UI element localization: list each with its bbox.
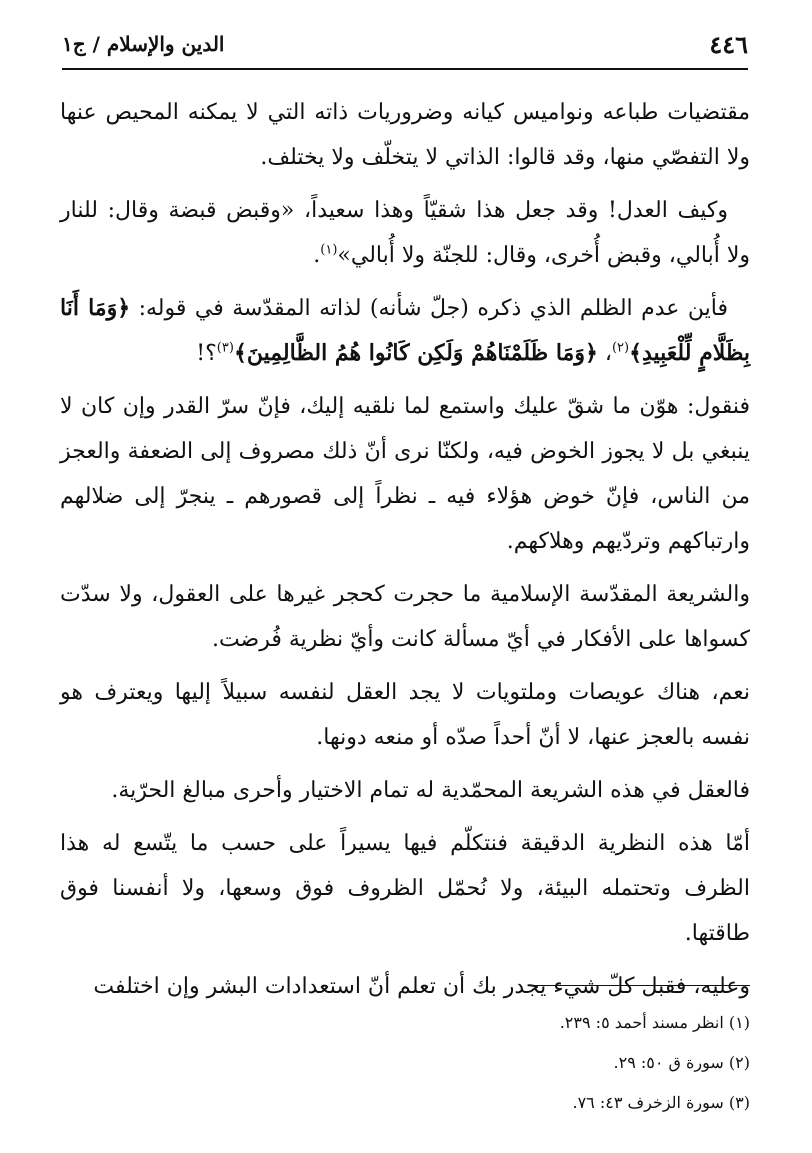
paragraph: نعم، هناك عويصات وملتويات لا يجد العقل لنفسه سبيلاً إليها ويعترف هو نفسه بالعجز عنها، لا أنّ أحداً صدّه أو منعه دونها. bbox=[60, 680, 750, 750]
footnote-reference: (٢) bbox=[611, 340, 630, 356]
paragraph-text: وكيف العدل! وقد جعل هذا شقيّاً وهذا سعيداً، «وقبض قبضة وقال: للنار ولا أُبالي، وقبض أُخرى، وقال: للجنّة ولا أُبالي» bbox=[60, 198, 750, 268]
footnote: (٢) سورة ق ٥٠: ٢٩. bbox=[613, 1053, 750, 1072]
punctuation: ، bbox=[604, 341, 612, 366]
paragraph: مقتضيات طباعه ونواميس كيانه وضروريات ذاته التي لا يمكنه المحيص عنها ولا التفصّي منها، وقد قالوا: الذاتي لا يتخلّف ولا يختلف. bbox=[60, 100, 750, 170]
paragraph: فنقول: هوّن ما شقّ عليك واستمع لما نلقيه إليك، فإنّ سرّ القدر وإن كان لا ينبغي بل لا يجوز الخوض فيه، ولكنّا نرى أنّ ذلك مصروف إلى الضعفة والعجز من الناس، فإنّ خوض هؤلاء فيه ـ نظراً إلى قصورهم ـ ينجرّ إلى ضلالهم وارتباكهم وتردّيهم وهلاكهم. bbox=[60, 394, 750, 554]
paragraph: فالعقل في هذه الشريعة المحمّدية له تمام الاختيار وأحرى مبالغ الحرّية. bbox=[111, 778, 750, 803]
footnote: (٣) سورة الزخرف ٤٣: ٧٦. bbox=[572, 1093, 750, 1112]
running-title: الدين والإسلام / ج١ bbox=[62, 32, 225, 56]
quran-verse: ﴿وَمَا أَنَا بِظَلَّامٍ لِّلْعَبِيدِ﴾ bbox=[60, 295, 750, 366]
page-header bbox=[62, 20, 748, 70]
footnote-reference: (٣) bbox=[216, 340, 234, 356]
paragraph: والشريعة المقدّسة الإسلامية ما حجرت كحجر غيرها على العقول، ولا سدّت كسواها على الأفكار في أيّ مسألة كانت وأيّ نظرية فُرضت. bbox=[60, 582, 750, 652]
paragraph bbox=[60, 286, 750, 376]
footnote-reference: (١) bbox=[320, 242, 338, 258]
header-divider bbox=[62, 68, 748, 70]
punctuation: ؟! bbox=[196, 341, 217, 366]
paragraph: وعليه، فقبل كلّ شيء يجدر بك أن تعلم أنّ استعدادات البشر وإن اختلفت bbox=[93, 974, 750, 999]
main-text bbox=[60, 90, 750, 1017]
punctuation: . bbox=[313, 243, 321, 268]
footnote-divider bbox=[534, 985, 750, 986]
paragraph: أمّا هذه النظرية الدقيقة فنتكلّم فيها يسيراً على حسب ما يتّسع له هذا الظرف وتحتمله البيئة، ولا نُحمّل الظروف فوق وسعها، ولا أنفسنا فوق طاقتها. bbox=[60, 831, 750, 946]
footnote: (١) انظر مسند أحمد ٥: ٢٣٩. bbox=[559, 1013, 750, 1032]
page-number: ٤٤٦ bbox=[709, 30, 748, 59]
quran-verse: ﴿وَمَا ظَلَمْنَاهُمْ وَلَكِن كَانُوا هُمُ الظَّالِمِينَ﴾ bbox=[233, 340, 598, 366]
paragraph-text: فأين عدم الظلم الذي ذكره (جلّ شأنه) لذاته المقدّسة في قوله: bbox=[138, 296, 728, 321]
paragraph bbox=[60, 188, 750, 278]
footnotes bbox=[60, 1003, 750, 1123]
